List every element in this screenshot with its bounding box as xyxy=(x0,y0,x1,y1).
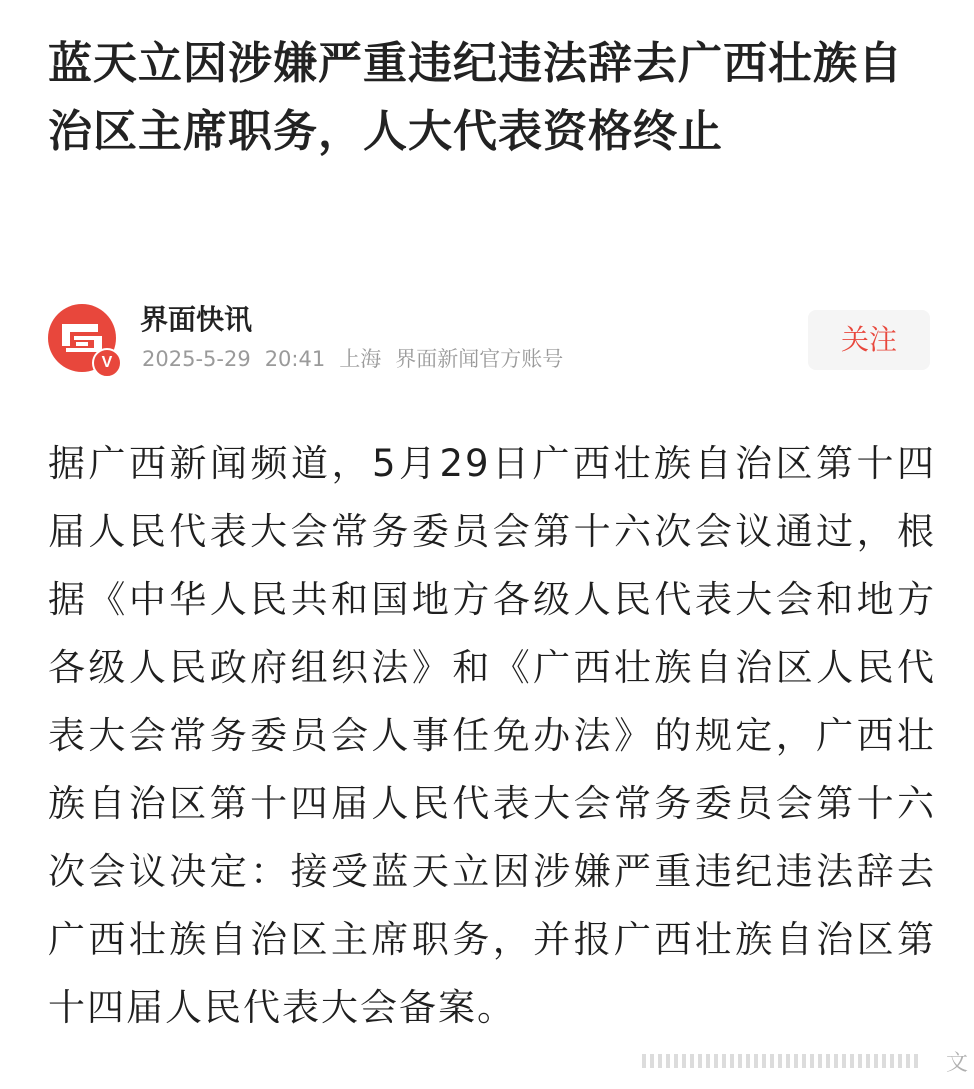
post-date: 2025-5-29 xyxy=(142,347,251,371)
post-location: 上海 xyxy=(339,347,382,371)
bottom-fade-divider xyxy=(642,1054,918,1070)
avatar[interactable] xyxy=(48,304,116,372)
post-time: 20:41 xyxy=(264,347,326,371)
follow-button[interactable]: 关注 xyxy=(808,310,930,370)
account-type: 界面新闻官方账号 xyxy=(395,347,564,371)
article-body: 据广西新闻频道，5月29日广西壮族自治区第十四届人民代表大会常务委员会第十六次会议通过，根据《中华人民共和国地方各级人民代表大会和地方各级人民政府组织法》和《广西壮族自治区人民代表大会常务委员会人事任免办法》的规定，广西壮族自治区第十四届人民代表大会常务委员会第十六次会议决定：接受蓝天立因涉嫌严重违纪违法辞去广西壮族自治区主席职务，并报广西壮族自治区第十四届人民代表大会备案。 xyxy=(48,442,936,1029)
author-name[interactable]: 界面快讯 xyxy=(140,303,253,336)
author-row xyxy=(48,296,930,380)
verified-badge: V xyxy=(92,348,122,378)
post-meta xyxy=(142,344,577,374)
corner-text: 文 xyxy=(945,1051,968,1076)
article-headline: 蓝天立因涉嫌严重违纪违法辞去广西壮族自治区主席职务，人大代表资格终止 xyxy=(48,38,903,157)
